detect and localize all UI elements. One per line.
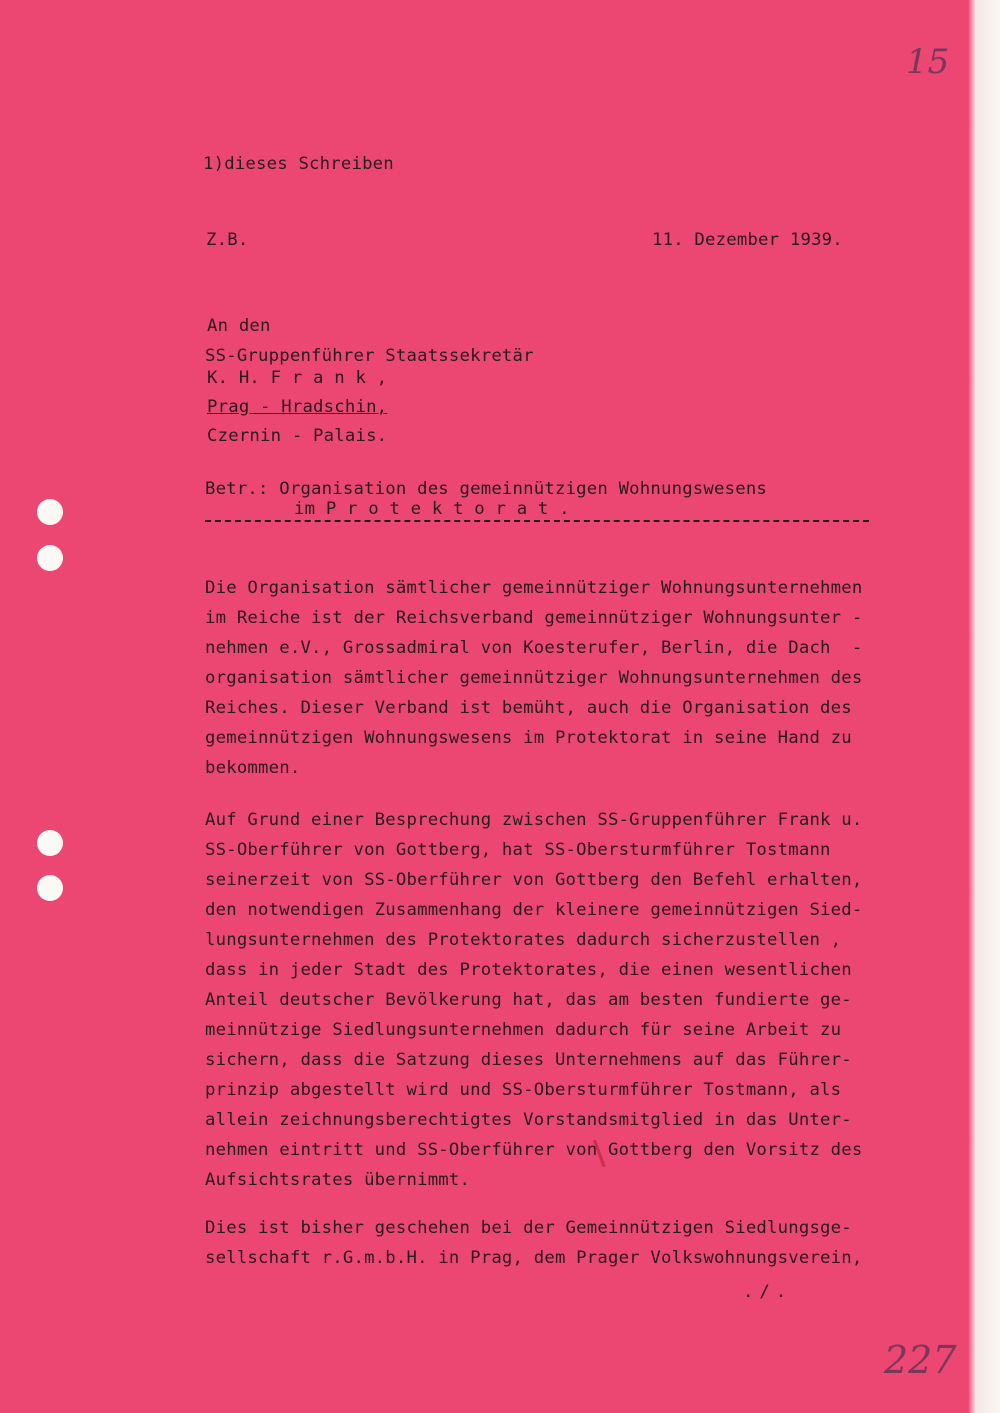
- subject-line: im P r o t e k t o r a t .: [294, 499, 570, 519]
- punch-hole: [37, 499, 63, 525]
- body-line: organisation sämtlicher gemeinnütziger Wohnungsunternehmen des: [205, 668, 863, 688]
- punch-hole: [37, 830, 63, 856]
- page-edge: [968, 0, 1000, 1413]
- body-line: allein zeichnungsberechtigtes Vorstandsmitglied in das Unter-: [205, 1110, 852, 1130]
- body-line: meinnützige Siedlungsunternehmen dadurch für seine Arbeit zu: [205, 1020, 842, 1040]
- body-line: nehmen e.V., Grossadmiral von Koesterufer, Berlin, die Dach -: [205, 638, 863, 658]
- body-line: lungsunternehmen des Protektorates dadurch sicherzustellen ,: [205, 930, 842, 950]
- body-line: SS-Oberführer von Gottberg, hat SS-Obersturmführer Tostmann: [205, 840, 831, 860]
- copy-note: 1)dieses Schreiben: [203, 154, 394, 174]
- body-line: seinerzeit von SS-Oberführer von Gottberg den Befehl erhalten,: [205, 870, 863, 890]
- body-line: gemeinnützigen Wohnungswesens im Protektorat in seine Hand zu: [205, 728, 852, 748]
- body-line: dass in jeder Stadt des Protektorates, die einen wesentlichen: [205, 960, 852, 980]
- body-line: Reiches. Dieser Verband ist bemüht, auch die Organisation des: [205, 698, 852, 718]
- address-line: Czernin - Palais.: [207, 426, 388, 446]
- reference: Z.B.: [206, 230, 249, 250]
- body-line: den notwendigen Zusammenhang der kleinere gemeinnützigen Sied-: [205, 900, 863, 920]
- body-line: Dies ist bisher geschehen bei der Gemeinnützigen Siedlungsge-: [205, 1218, 852, 1238]
- letter-date: 11. Dezember 1939.: [652, 230, 843, 250]
- body-line: nehmen eintritt und SS-Oberführer von Gottberg den Vorsitz des: [205, 1140, 863, 1160]
- continuation-mark: ./.: [743, 1282, 793, 1302]
- body-line: im Reiche ist der Reichsverband gemeinnütziger Wohnungsunter -: [205, 608, 863, 628]
- body-line: sellschaft r.G.m.b.H. in Prag, dem Prager Volkswohnungsverein,: [205, 1248, 863, 1268]
- address-line: K. H. F r a n k ,: [207, 368, 388, 388]
- subject-line: Betr.: Organisation des gemeinnützigen Wohnungswesens: [205, 479, 768, 499]
- body-line: bekommen.: [205, 758, 301, 778]
- body-line: sichern, dass die Satzung dieses Unternehmens auf das Führer-: [205, 1050, 852, 1070]
- address-line: Prag - Hradschin,: [207, 397, 388, 417]
- address-line: SS-Gruppenführer Staatssekretär: [205, 346, 534, 366]
- handwritten-page-number: 227: [884, 1338, 957, 1382]
- body-line: Anteil deutscher Bevölkerung hat, das am besten fundierte ge-: [205, 990, 852, 1010]
- punch-hole: [37, 875, 63, 901]
- subject-underline: [205, 520, 869, 522]
- handwritten-page-number: 15: [906, 42, 950, 82]
- body-line: Die Organisation sämtlicher gemeinnütziger Wohnungsunternehmen: [205, 578, 863, 598]
- punch-hole: [37, 545, 63, 571]
- body-line: Aufsichtsrates übernimmt.: [205, 1170, 471, 1190]
- body-line: Auf Grund einer Besprechung zwischen SS-Gruppenführer Frank u.: [205, 810, 863, 830]
- address-line: An den: [207, 316, 271, 336]
- body-line: prinzip abgestellt wird und SS-Obersturmführer Tostmann, als: [205, 1080, 842, 1100]
